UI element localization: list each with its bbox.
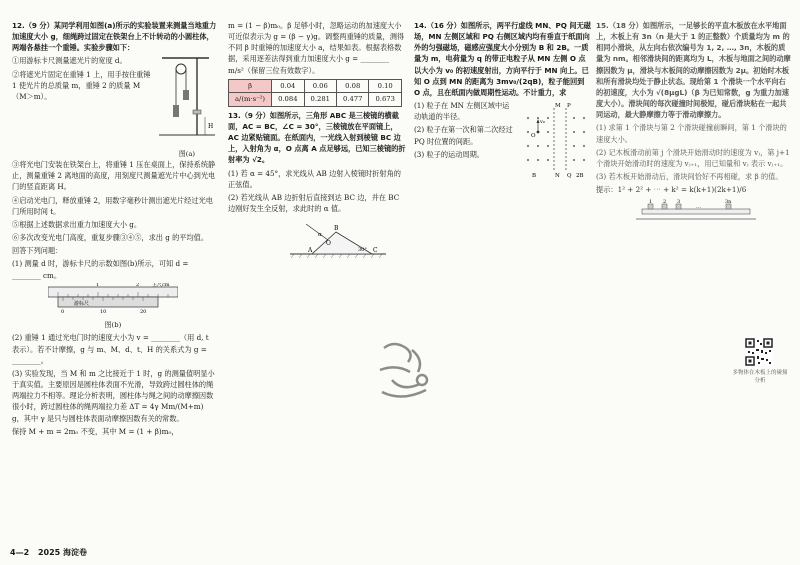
q12-answer-heading: 回答下列问题： [12, 246, 63, 256]
block-2-label: 2 [663, 199, 667, 206]
label-n: N [555, 173, 560, 180]
table-cell: 0.04 [272, 79, 304, 93]
ellipsis-label: … [696, 204, 701, 211]
label-p: P [567, 103, 571, 110]
q15-hint: 提示：1² + 2² + ⋯ + k² = k(k+1)(2k+1)/6 [596, 185, 747, 195]
q12-step-1: ①用游标卡尺测量遮光片的宽度 d。 [12, 56, 127, 66]
beta-acceleration-table [228, 79, 402, 107]
label-m: M [555, 103, 561, 110]
caliper-label-vernier: 游标尺 [74, 300, 90, 307]
caliper-label-10: 10 [100, 308, 107, 315]
q14-sub-3: (3) 粒子的运动周期。 [414, 149, 484, 159]
page-number: 4—2 [10, 548, 30, 557]
angle-alpha-label: α [318, 232, 322, 239]
label-v0: v₀ [540, 119, 545, 126]
q12-continued-text: m = (1 − β)m₀。β 足够小时，忽略运动的加速度大小可近似表示为 g = (β − γ)g。调整两重锤的质量，测得不同 β 时重锤的加速度大小 a，结果如表。根据表格数据，采用逐差法得到重力加速度大小 g = ________ m/s²（保留三位有效数字）。 [228, 21, 405, 75]
q13-title: 13.（9 分）如图所示，三角形 ABC 是三棱镜的横截面，AC = BC，∠C = 30°，三棱镜放在平面镜上，AC 边紧贴镜面。在纸面内，一光线入射到棱镜 BC 边上，入射角为 α，O 点离 A 点足够远，已知三棱镜的折射率为 √2。 [228, 110, 406, 165]
table-cell: β [229, 79, 272, 93]
vertex-c-label: C [373, 247, 378, 255]
label-b: B [532, 173, 537, 180]
label-q: Q [567, 173, 572, 180]
qr-caption: 多物体在木板上的碰撞分析 [732, 370, 788, 384]
caliper-label-1: 1 [96, 282, 100, 288]
board-blocks-figure [636, 199, 792, 226]
table-cell: 0.084 [272, 93, 304, 107]
q12-sub-3: (3) 实验发现，当 M 和 m 之比接近于 1 时，g 的测量值明显小于真实值。主要原因是圆柱体表面不光滑，导致跨过圆柱体的绳两端拉力不相等。理论分析表明，圆柱体与绳之间的动摩擦因数很小时，跨过圆柱体的绳两端拉力差 ΔT = 4γ Mm/(M+m) g，其中 γ 是只与圆柱体表面动摩擦因数有关的常数。 [12, 368, 215, 423]
table-cell: 0.10 [369, 79, 401, 93]
q12-step-6: ⑥多次改变光电门高度，重复步骤③④⑤，求出 g 的平均值。 [12, 233, 209, 243]
board-blocks-diagram [636, 199, 756, 223]
prism-figure [288, 218, 406, 263]
vertex-b-label: B [334, 225, 339, 233]
q15-title: 15.（18 分）如图所示，一足够长的平直木板放在水平地面上，木板上有 3n（n 是大于 1 的正整数）个质量均为 m 的相同小滑块，从左向右依次编号为 1, 2, …, 3n，木板的质量为 nm。相邻滑块间的距离均为 L，木板与地面之间的动摩擦因数为 μ，滑块与木板间的动摩擦因数为 2μ。初始时木板和所有滑块均处于静止状态。现给第 1 个滑块一个水平向右的初速度，大小为 √(8μgL)（β 为已知常数，g 为重力加速度大小）。滑块间的每次碰撞时间极短，碰后滑块粘在一起共同运动，最大静摩擦力等于滑动摩擦力。 [596, 21, 791, 120]
page-footer [10, 547, 87, 559]
q12-step-2: ②将遮光片固定在重锤 1 上，用手按住重锤 1 使光片的总质量 m，重锤 2 的质量 M（M＞m）。 [12, 69, 151, 101]
question-14 [414, 20, 592, 185]
prism-mirror-diagram [288, 218, 388, 260]
table-row [229, 79, 402, 93]
table-cell: 0.08 [337, 79, 369, 93]
watermark-stamp-icon [372, 330, 442, 410]
svg-text:H: H [208, 123, 214, 131]
question-15 [596, 20, 792, 227]
q14-sub-1: (1) 粒子在 MN 左侧区域中运动轨道的半径。 [414, 101, 510, 122]
table-cell: 0.06 [304, 79, 336, 93]
column-2 [228, 20, 406, 263]
block-3-label: 3 [677, 199, 681, 206]
table-cell: 0.477 [337, 93, 369, 107]
q15-sub-1: (1) 求第 1 个滑块与第 2 个滑块碰撞前瞬间，第 1 个滑块的速度大小。 [596, 123, 787, 144]
caliper-label-20: 20 [140, 308, 147, 315]
figure-a-apparatus [157, 55, 217, 159]
q12-sub-1: (1) 测量 d 时，游标卡尺的示数如图(b)所示，可知 d = ________ cm。 [12, 259, 189, 280]
q15-sub-2: (2) 记木板滑动前第 j 个滑块开始滑动时的速度为 vⱼ，第 j+1 个滑块开始滑动时的速度为 vⱼ₊₁，用已知量和 vⱼ 表示 vⱼ₊₁。 [596, 147, 790, 168]
q13-sub-2: (2) 若光线从 AB 边折射后直接到达 BC 边，并在 BC 边刚好发生全反射，求此时的 α 值。 [228, 192, 400, 214]
caliper-label-2: 2 [136, 282, 140, 288]
block-1-label: 1 [649, 199, 653, 206]
footer-brand: 2025 海淀卷 [37, 548, 87, 557]
q15-sub-3: (3) 若木板开始滑动后，滑块间恰好不再相碰，求 β 的值。 [596, 172, 783, 182]
magnetic-field-figure [520, 100, 592, 185]
q12-sub-2: (2) 重锤 1 通过光电门时的速度大小为 v = ________（用 d, t 表示）。若不计摩擦，g 与 m、M、d、t、H 的关系式为 g = ________。 [12, 333, 209, 365]
q12-title: 12.（9 分）某同学利用如图(a)所示的实验装置来测量当地重力加速度大小 g，细绳跨过固定在铁架台上不计转动的小圆柱体，两端各悬挂一个重锤。实验步骤如下： [12, 21, 217, 53]
q13-sub-1: (1) 若 α = 45°，求光线从 AB 边射入棱镜时折射角的正弦值。 [228, 168, 401, 189]
table-cell: a/(m·s⁻²) [229, 93, 272, 107]
table-row [229, 93, 402, 107]
q12-step-5: ⑤根据上述数据求出重力加速度大小 g。 [12, 219, 142, 229]
q12-step-3: ③将光电门安装在铁架台上，将重锤 1 压在桌面上，保持系统静止，测量重锤 2 离地面的高度，用刻度尺测量遮光片中心到光电门的竖直距离 H。 [12, 160, 216, 192]
figure-b-caliper [48, 283, 217, 331]
table-cell: 0.673 [369, 93, 401, 107]
block-3n-label: 3n [725, 199, 732, 206]
qr-code-icon[interactable] [745, 338, 773, 366]
q14-sub-2: (2) 粒子在第一次和第二次经过 PQ 时位置的间距。 [414, 125, 513, 146]
question-13 [228, 110, 406, 264]
point-o-label: O [326, 240, 331, 248]
vernier-caliper-diagram [48, 283, 178, 317]
caliper-label-0: 0 [61, 308, 65, 315]
label-2b: 2B [576, 173, 584, 180]
pulley-apparatus-diagram [157, 55, 217, 145]
label-o: O [531, 133, 536, 140]
q14-title: 14.（16 分）如图所示，两平行虚线 MN、PQ 间无磁场，MN 左侧区域和 PQ 右侧区域内均有垂直于纸面向外的匀强磁场，磁感应强度大小分别为 B 和 2B。一质量为 m，电荷量为 q 的带正电粒子从 MN 左侧 O 点以大小为 v₀ 的初速度射出，方向平行于 MN 向上。已知 O 点到 MN 的距离为 3mv₀/(2qB)，粒子能回到 O 点，且在纸面内做周期性运动。不计重力，求 [414, 21, 591, 97]
vertex-a-label: A [308, 247, 313, 255]
q12-step-4: ④启动光电门，释放重锤 2，用数字毫秒计测出遮光片经过光电门所用时间 t。 [12, 195, 213, 216]
q12-sub-3b: 保持 M + m = 2m₀ 不变，其中 M = (1 + β)m₀， [12, 426, 179, 436]
caliper-label-main: 主尺cm [152, 282, 170, 288]
figure-b-caption: 图(b) [104, 320, 122, 329]
figure-a-caption: 图(a) [178, 149, 196, 158]
angle-30-label: 30° [358, 247, 367, 254]
table-cell: 0.281 [304, 93, 336, 107]
question-12 [12, 20, 217, 439]
field-regions-diagram [520, 100, 592, 182]
